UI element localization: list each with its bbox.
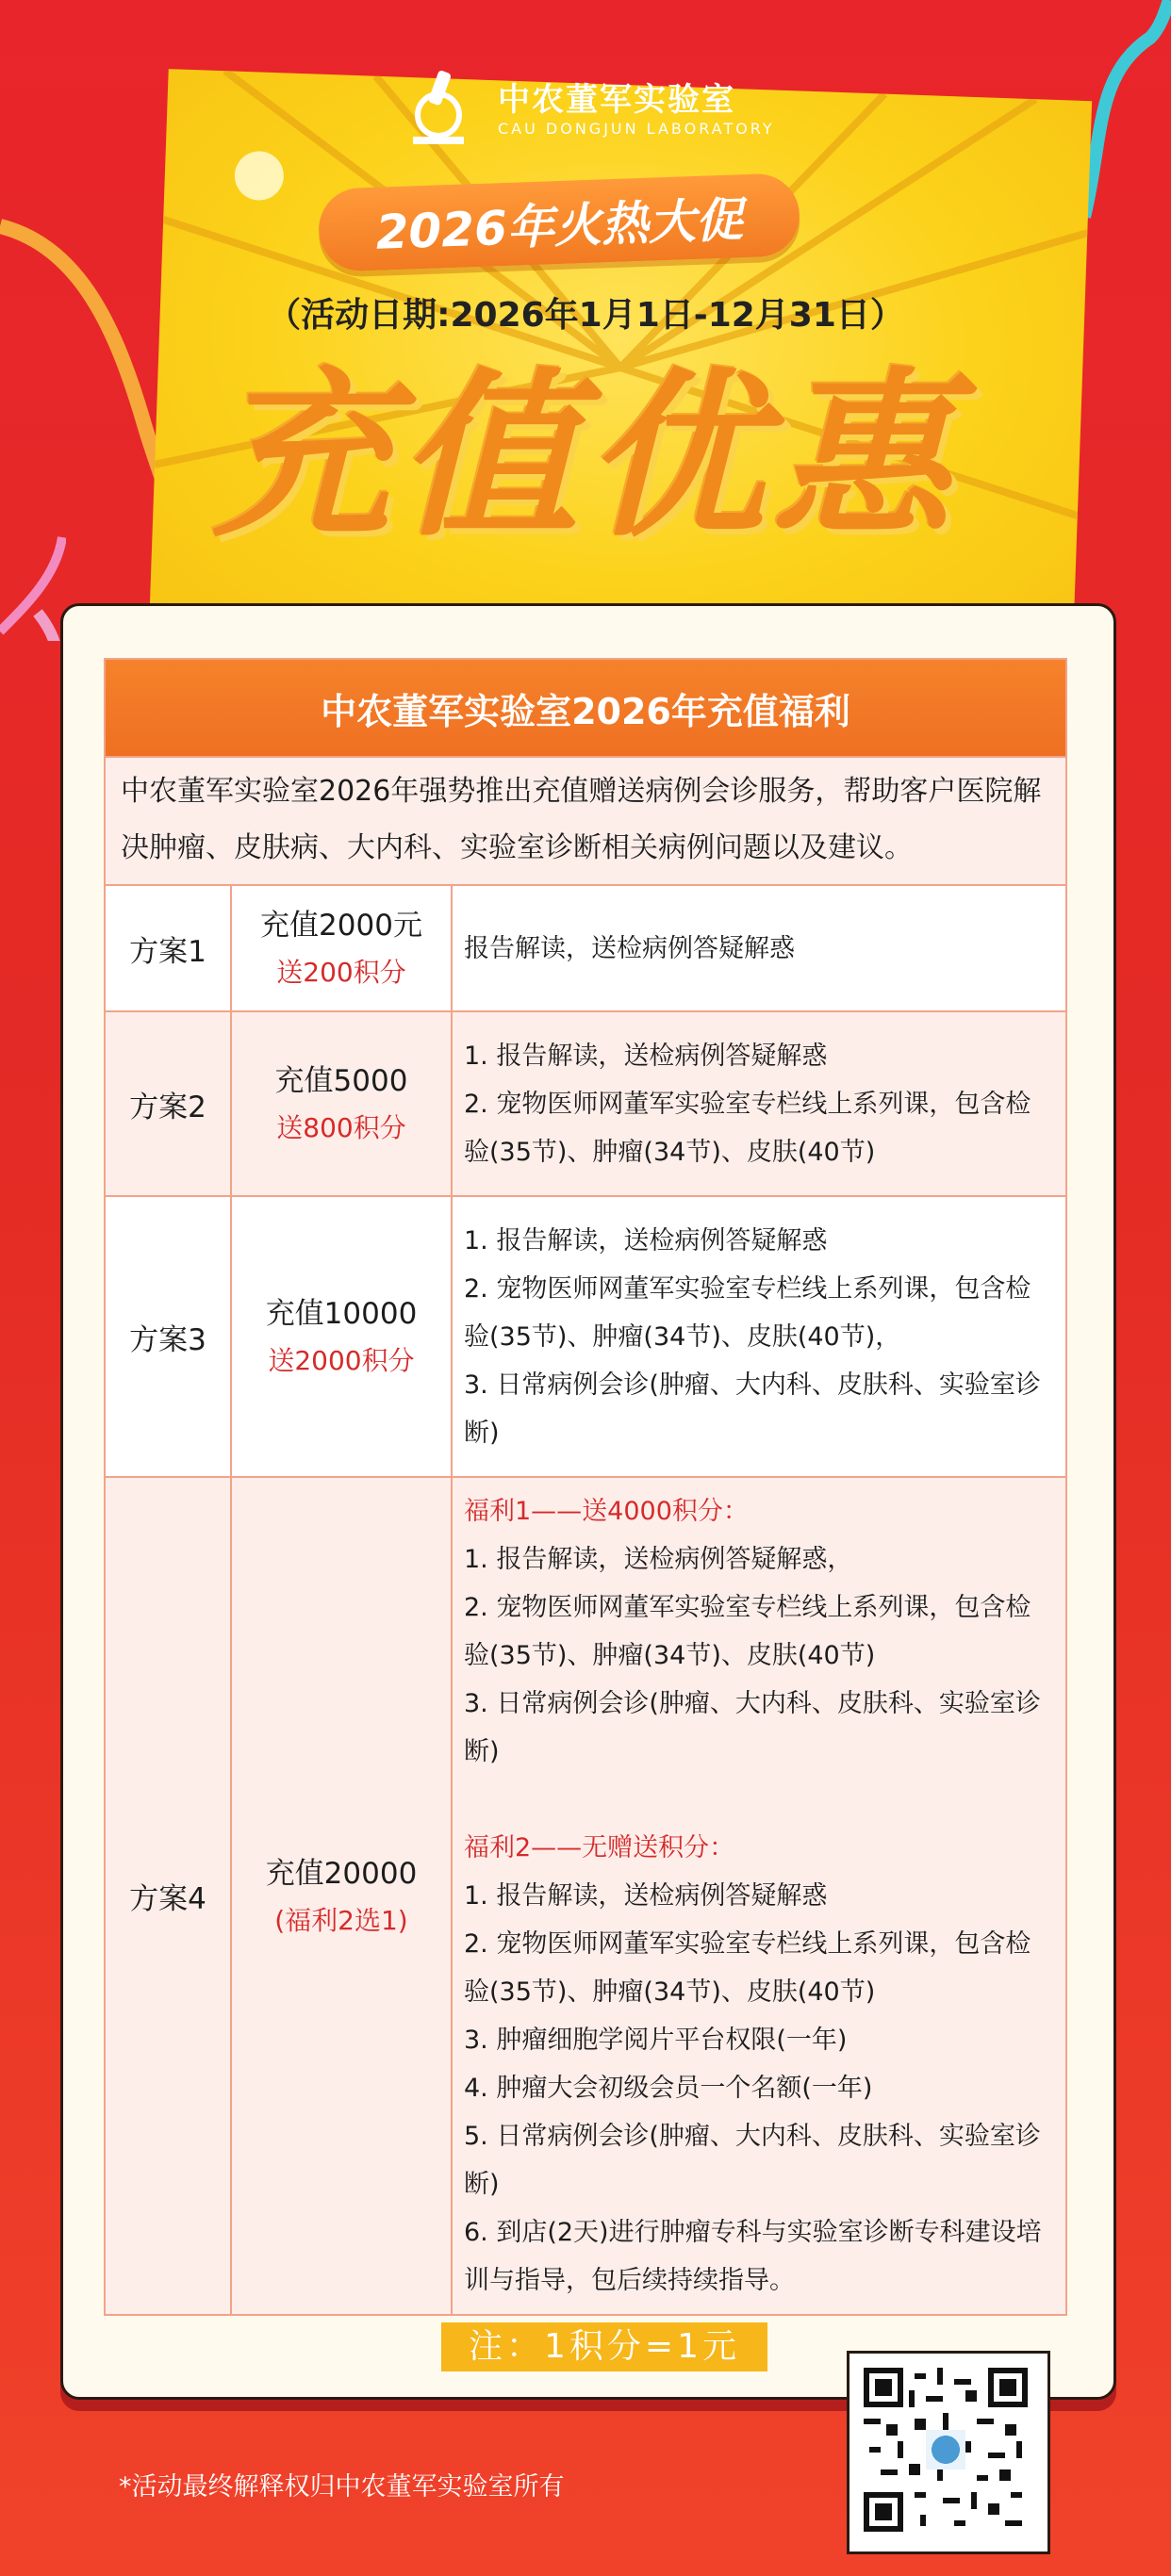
plan-line: 2. 宠物医师网董军实验室专栏线上系列课，包含检验(35节)、肿瘤(34节)、皮肤(40节) <box>464 1593 1031 1670</box>
benefit-2-title: 福利2——无赠送积分： <box>464 1833 735 1862</box>
plan-line: 5. 日常病例会诊(肿瘤、大内科、皮肤科、实验室诊断) <box>464 2122 1041 2199</box>
table-row-plan-3 <box>105 1196 1066 1477</box>
brand-name-en: CAU DONGJUN LABORATORY <box>498 120 775 138</box>
plan-name: 方案1 <box>105 885 231 1011</box>
plan-amount-cell <box>231 1196 452 1477</box>
plan-line: 1. 报告解读，送检病例答疑解惑 <box>464 1225 828 1255</box>
plan-line: 6. 到店(2天)进行肿瘤专科与实验室诊断专科建设培训与指导，包后续持续指导。 <box>464 2218 1042 2295</box>
plan-description <box>452 1477 1066 2315</box>
plan-line: 3. 日常病例会诊(肿瘤、大内科、皮肤科、实验室诊断) <box>464 1689 1041 1766</box>
plan-name: 方案2 <box>105 1011 231 1196</box>
plan-amount-cell <box>231 1477 452 2315</box>
plan-line: 1. 报告解读，送检病例答疑解惑 <box>464 1881 828 1911</box>
table-header: 中农董军实验室2026年充值福利 <box>105 659 1066 757</box>
microscope-icon <box>396 63 481 148</box>
plan-amount: 充值2000元 <box>260 909 422 943</box>
plan-line: 2. 宠物医师网董军实验室专栏线上系列课，包含检验(35节)、肿瘤(34节)、皮肤(40节)， <box>464 1273 1031 1352</box>
plan-amount: 充值5000 <box>274 1064 408 1098</box>
brand-name: 中农董军实验室 <box>498 81 735 119</box>
table-intro: 中农董军实验室2026年强势推出充值赠送病例会诊服务，帮助客户医院解决肿瘤、皮肤病、大内科、实验室诊断相关病例问题以及建议。 <box>105 757 1066 885</box>
plan-description <box>452 1196 1066 1477</box>
plan-line: 2. 宠物医师网董军实验室专栏线上系列课，包含检验(35节)、肿瘤(34节)、皮肤(40节) <box>464 1089 1031 1167</box>
plan-line: 3. 肿瘤细胞学阅片平台权限(一年) <box>464 2026 848 2055</box>
plan-name: 方案4 <box>105 1477 231 2315</box>
promo-title: 充值优惠 <box>211 353 959 561</box>
plan-points: 送200积分 <box>276 957 406 988</box>
plan-line: 报告解读，送检病例答疑解惑 <box>464 933 795 963</box>
qr-code[interactable] <box>847 2351 1050 2554</box>
plan-amount: 充值20000 <box>265 1856 418 1891</box>
plan-description <box>452 1011 1066 1196</box>
promo-date: （活动日期:2026年1月1日-12月31日） <box>267 296 904 335</box>
plan-amount-cell <box>231 1011 452 1196</box>
promo-badge: 2026年火热大促 <box>318 172 801 272</box>
plan-line: 2. 宠物医师网董军实验室专栏线上系列课，包含检验(35节)、肿瘤(34节)、皮肤(40节) <box>464 1929 1031 2007</box>
benefit-1-title: 福利1——送4000积分： <box>464 1497 749 1526</box>
plan-amount: 充值10000 <box>265 1297 418 1331</box>
qr-code-icon <box>864 2368 1028 2532</box>
plan-line: 1. 报告解读，送检病例答疑解惑， <box>464 1545 853 1574</box>
table-row-plan-2 <box>105 1011 1066 1196</box>
points-note: 注：1积分=1元 <box>441 2322 767 2371</box>
plan-line: 4. 肿瘤大会初级会员一个名额(一年) <box>464 2074 873 2103</box>
brand-logo <box>396 58 775 153</box>
spacer <box>464 1776 1047 1824</box>
plan-points: (福利2选1) <box>274 1904 408 1936</box>
plan-line: 1. 报告解读，送检病例答疑解惑 <box>464 1041 828 1071</box>
footer-disclaimer: *活动最终解释权归中农董军实验室所有 <box>119 2472 565 2502</box>
plan-points: 送2000积分 <box>268 1345 415 1376</box>
plan-name: 方案3 <box>105 1196 231 1477</box>
plan-amount-cell <box>231 885 452 1011</box>
plan-line: 3. 日常病例会诊(肿瘤、大内科、皮肤科、实验室诊断) <box>464 1370 1041 1448</box>
benefits-table <box>104 658 1067 2316</box>
plan-description <box>452 885 1066 1011</box>
plan-points: 送800积分 <box>276 1112 406 1143</box>
table-row-plan-1 <box>105 885 1066 1011</box>
table-row-plan-4 <box>105 1477 1066 2315</box>
